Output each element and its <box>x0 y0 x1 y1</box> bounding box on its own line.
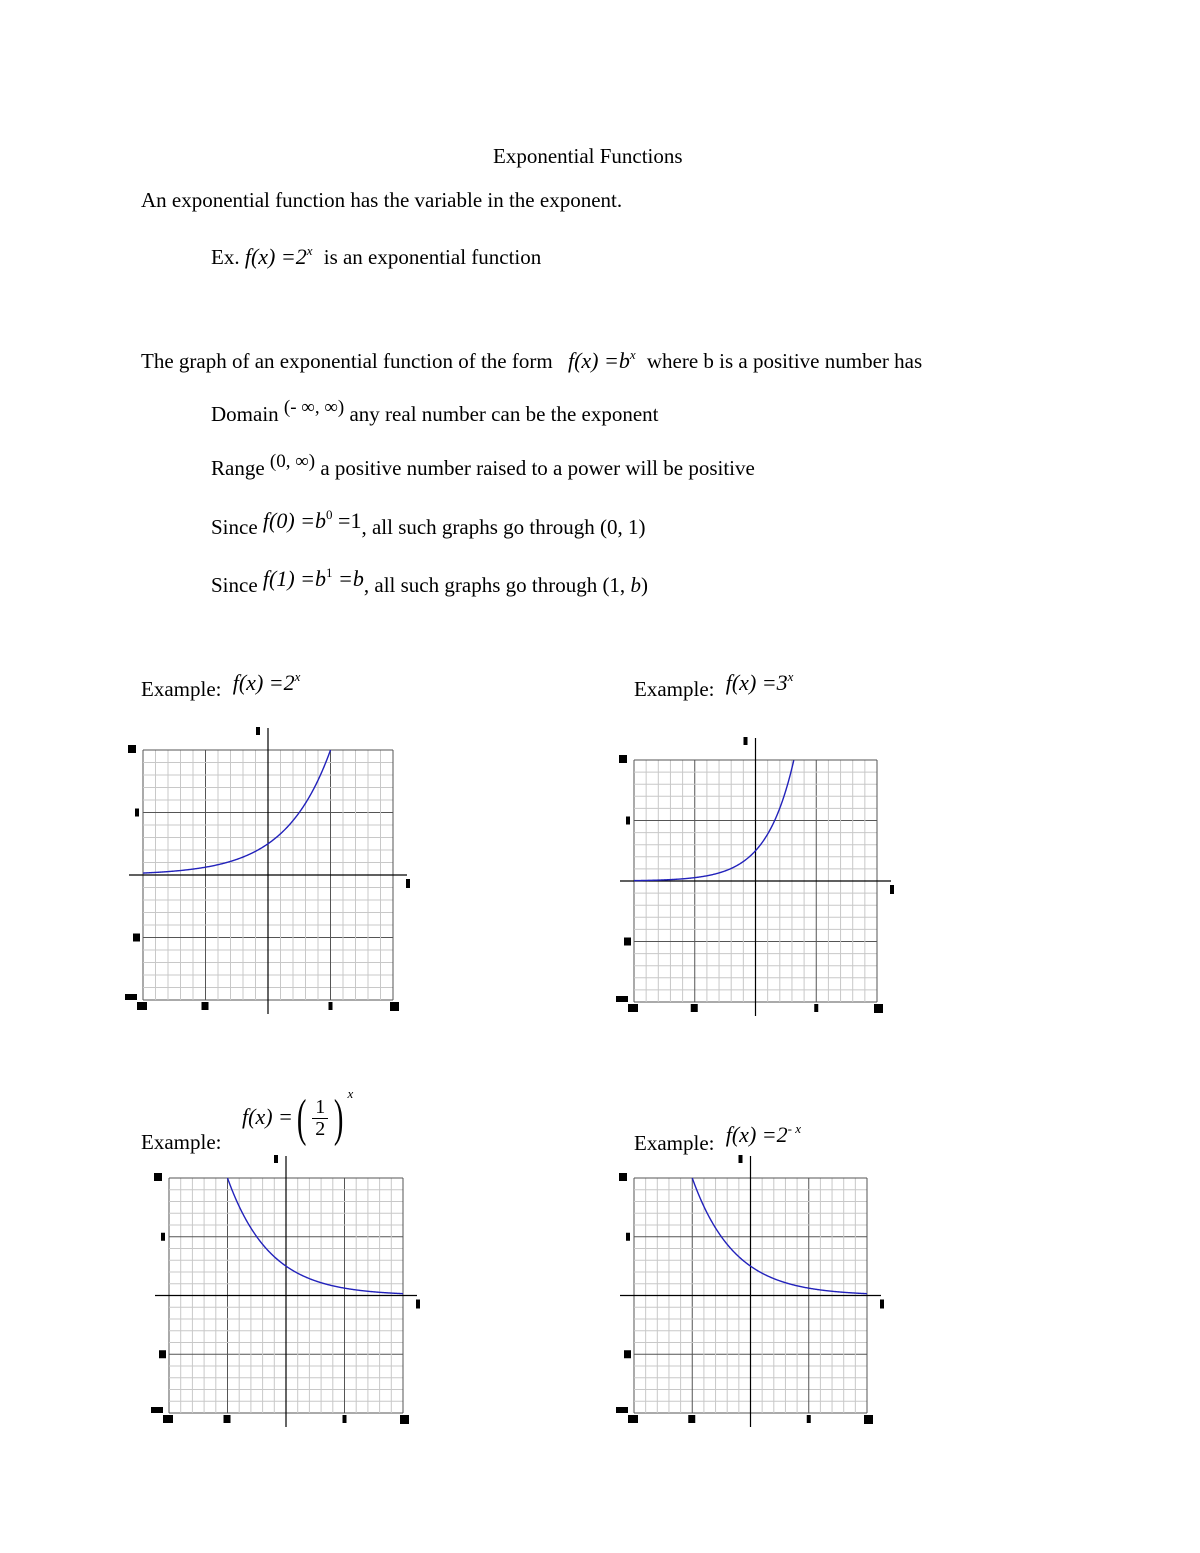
x-tick-mark-left <box>137 1002 147 1010</box>
graph-intro-formula-exp: x <box>629 347 636 362</box>
x-axis-end-mark <box>406 879 410 888</box>
example-1-label-line <box>141 669 301 701</box>
x-tick-mark-mid-left <box>224 1415 231 1423</box>
graph-svg <box>110 715 420 1025</box>
since-one-note-post: ) <box>640 573 648 597</box>
exponential-curve <box>143 750 331 873</box>
example-4-formula <box>726 1122 801 1147</box>
x-axis-end-mark <box>416 1300 420 1309</box>
example-2-label: Example: <box>634 677 715 701</box>
y-tick-mark-upper <box>626 817 630 825</box>
example-1-formula <box>233 670 301 695</box>
x-tick-mark-mid-left <box>691 1004 698 1012</box>
graph-svg <box>138 1148 432 1443</box>
domain-note: any real number can be the exponent <box>349 402 659 426</box>
y-tick-mark-upper <box>626 1233 630 1241</box>
x-tick-mark-mid-left <box>202 1002 209 1010</box>
y-tick-mark-lower <box>624 938 631 946</box>
x-tick-mark-mid-right <box>343 1415 347 1423</box>
ex-line <box>211 243 542 269</box>
x-tick-mark-left <box>163 1415 173 1423</box>
since-zero-exp: 0 <box>326 507 333 522</box>
example-3-close-paren: ) <box>334 1090 344 1148</box>
y-axis-end-mark <box>256 727 260 735</box>
range-note: a positive number raised to a power will be positive <box>320 456 755 480</box>
corner-mark-bottom-left <box>151 1407 163 1413</box>
y-axis-end-mark <box>744 737 748 745</box>
graph-1 <box>110 715 420 1025</box>
x-axis-end-mark <box>880 1300 884 1309</box>
graph-svg <box>602 1148 895 1443</box>
y-tick-mark-upper <box>135 809 139 817</box>
ex-formula-exp: x <box>306 243 313 258</box>
domain-label: Domain <box>211 402 279 426</box>
example-4-lhs: f(x) =2 <box>725 1122 788 1147</box>
since-one-note-b: b <box>630 573 641 597</box>
exponential-curve <box>692 1178 867 1294</box>
domain-line <box>211 397 659 426</box>
corner-mark-bottom-left <box>616 996 628 1002</box>
x-tick-mark-left <box>628 1415 638 1423</box>
x-tick-mark-mid-right <box>807 1415 811 1423</box>
corner-mark-bottom-left <box>616 1407 628 1413</box>
example-4-exp: - x <box>787 1121 801 1136</box>
y-tick-mark-lower <box>159 1350 166 1358</box>
corner-mark-top <box>154 1173 162 1181</box>
since-one-label: Since <box>211 573 258 597</box>
example-1-exp: x <box>294 669 301 684</box>
example-3-open-paren: ( <box>296 1090 307 1148</box>
range-label: Range <box>211 456 265 480</box>
example-2-formula <box>726 670 794 695</box>
corner-mark-top <box>619 755 627 763</box>
since-zero-formula <box>263 508 362 533</box>
since-one-rhs: =b <box>338 566 364 591</box>
example-3-frac-den: 2 <box>315 1118 326 1141</box>
since-one-line <box>211 565 648 597</box>
since-one-lhs: f(1) =b <box>262 566 327 591</box>
graph-intro-line <box>141 347 923 373</box>
y-axis-end-mark <box>274 1155 278 1163</box>
since-zero-lhs: f(0) =b <box>262 508 327 533</box>
graph-svg <box>598 725 901 1027</box>
since-one-formula <box>263 566 364 591</box>
page-title: Exponential Functions <box>493 144 683 168</box>
example-3-label: Example: <box>141 1130 222 1154</box>
since-zero-label: Since <box>211 515 258 539</box>
x-tick-mark-right <box>874 1004 883 1013</box>
since-zero-rhs: =1 <box>338 508 362 533</box>
ex-prefix: Ex. <box>211 245 240 269</box>
corner-mark-bottom-left <box>125 994 137 1000</box>
y-tick-mark-lower <box>133 934 140 942</box>
y-tick-mark-upper <box>161 1233 165 1241</box>
corner-mark-top <box>128 745 136 753</box>
graph-intro-prefix: The graph of an exponential function of the form <box>141 349 553 373</box>
graph-3 <box>138 1148 432 1443</box>
example-3-lhs: f(x) = <box>242 1104 293 1129</box>
example-1-lhs: f(x) =2 <box>232 670 295 695</box>
y-tick-mark-lower <box>624 1350 631 1358</box>
graph-intro-suffix: where b is a positive number has <box>646 349 923 373</box>
since-one-exp: 1 <box>326 565 333 580</box>
range-line <box>211 451 755 480</box>
example-3-fraction <box>312 1097 328 1140</box>
since-zero-line <box>211 507 646 539</box>
ex-formula <box>245 244 313 269</box>
since-one-note-pre: , all such graphs go through (1, <box>363 573 631 597</box>
x-tick-mark-right <box>390 1002 399 1011</box>
y-axis-end-mark <box>739 1155 743 1163</box>
x-tick-mark-right <box>864 1415 873 1424</box>
x-tick-mark-mid-left <box>688 1415 695 1423</box>
x-tick-mark-mid-right <box>329 1002 333 1010</box>
example-3-formula <box>242 1086 354 1148</box>
example-2-exp: x <box>787 669 794 684</box>
graph-intro-formula-lhs: f(x) =b <box>567 348 630 373</box>
x-tick-mark-mid-right <box>814 1004 818 1012</box>
since-zero-note: , all such graphs go through (0, 1) <box>361 515 646 539</box>
example-3-frac-num: 1 <box>312 1097 328 1119</box>
range-interval: (0, ∞) <box>269 451 316 472</box>
exponential-curve <box>228 1178 404 1294</box>
domain-interval: (- ∞, ∞) <box>283 397 345 418</box>
ex-suffix: is an exponential function <box>323 245 542 269</box>
intro-text: An exponential function has the variable in the exponent. <box>141 188 623 212</box>
example-2-label-line <box>634 669 794 701</box>
ex-formula-lhs: f(x) =2 <box>244 244 307 269</box>
example-2-lhs: f(x) =3 <box>725 670 788 695</box>
example-4-label: Example: <box>634 1131 715 1155</box>
graph-4 <box>602 1148 895 1443</box>
x-tick-mark-left <box>628 1004 638 1012</box>
example-3-exp: x <box>347 1086 354 1101</box>
graph-intro-formula <box>568 348 636 373</box>
example-1-label: Example: <box>141 677 222 701</box>
graph-2 <box>598 725 901 1027</box>
x-axis-end-mark <box>890 885 894 894</box>
x-tick-mark-right <box>400 1415 409 1424</box>
corner-mark-top <box>619 1173 627 1181</box>
